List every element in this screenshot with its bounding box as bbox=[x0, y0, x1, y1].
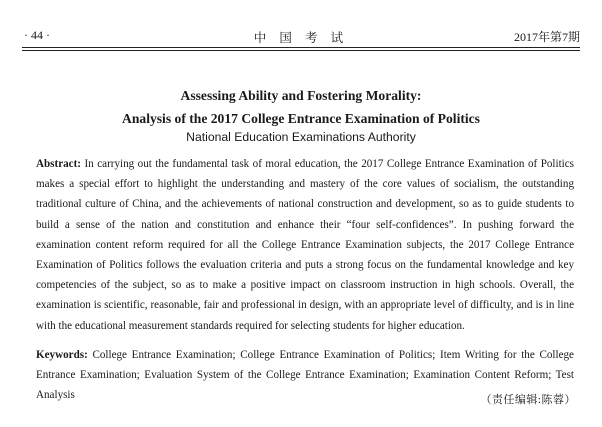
title-line-2: Analysis of the 2017 College Entrance Examination of Politics bbox=[122, 111, 480, 126]
title-line-1: Assessing Ability and Fostering Morality: bbox=[180, 88, 422, 103]
abstract-label: Abstract: bbox=[36, 158, 81, 170]
page-number: · 44 · bbox=[24, 28, 50, 42]
journal-name: 中 国 考 试 bbox=[253, 31, 349, 45]
article-title bbox=[30, 84, 572, 130]
header-rule-thin bbox=[22, 50, 580, 51]
article-author: National Education Examinations Authority bbox=[186, 130, 416, 144]
keywords-label: Keywords: bbox=[36, 349, 88, 361]
abstract-text: In carrying out the fundamental task of moral education, the 2017 College Entrance Examination of Politics makes a special effort to highlight the understanding and mastery of the core values of socialism, the outstanding traditional culture of China, and the achievements of national construction and development, so as to guide students to build a sense of the nation and constitution and enhance their “four self-confidences”. In pushing forward the examination content reform required for all the College Entrance Examination subjects, the 2017 College Entrance Examination of Politics follows the evaluation criteria and puts a strong focus on the fundamental knowledge and key competencies of the subject, so as to make a positive impact on classroom instruction in high schools. Overall, the examination is scientific, reasonable, fair and professional in design, with an appropriate level of difficulty, and is in line with the educational measurement standards required for selecting students for higher education. bbox=[36, 158, 574, 332]
issue-label: 2017年第7期 bbox=[513, 30, 580, 44]
header-rule bbox=[22, 47, 580, 48]
abstract-paragraph bbox=[36, 154, 574, 336]
keywords-text: College Entrance Examination; College Entrance Examination of Politics; Item Writing for the College Entrance Examination; Evaluation System of the College Entrance Examination; Examination Content Reform; Test Analysis bbox=[36, 349, 574, 402]
editor-note: （责任编辑:陈蓉） bbox=[480, 394, 576, 406]
page-header bbox=[22, 28, 580, 46]
